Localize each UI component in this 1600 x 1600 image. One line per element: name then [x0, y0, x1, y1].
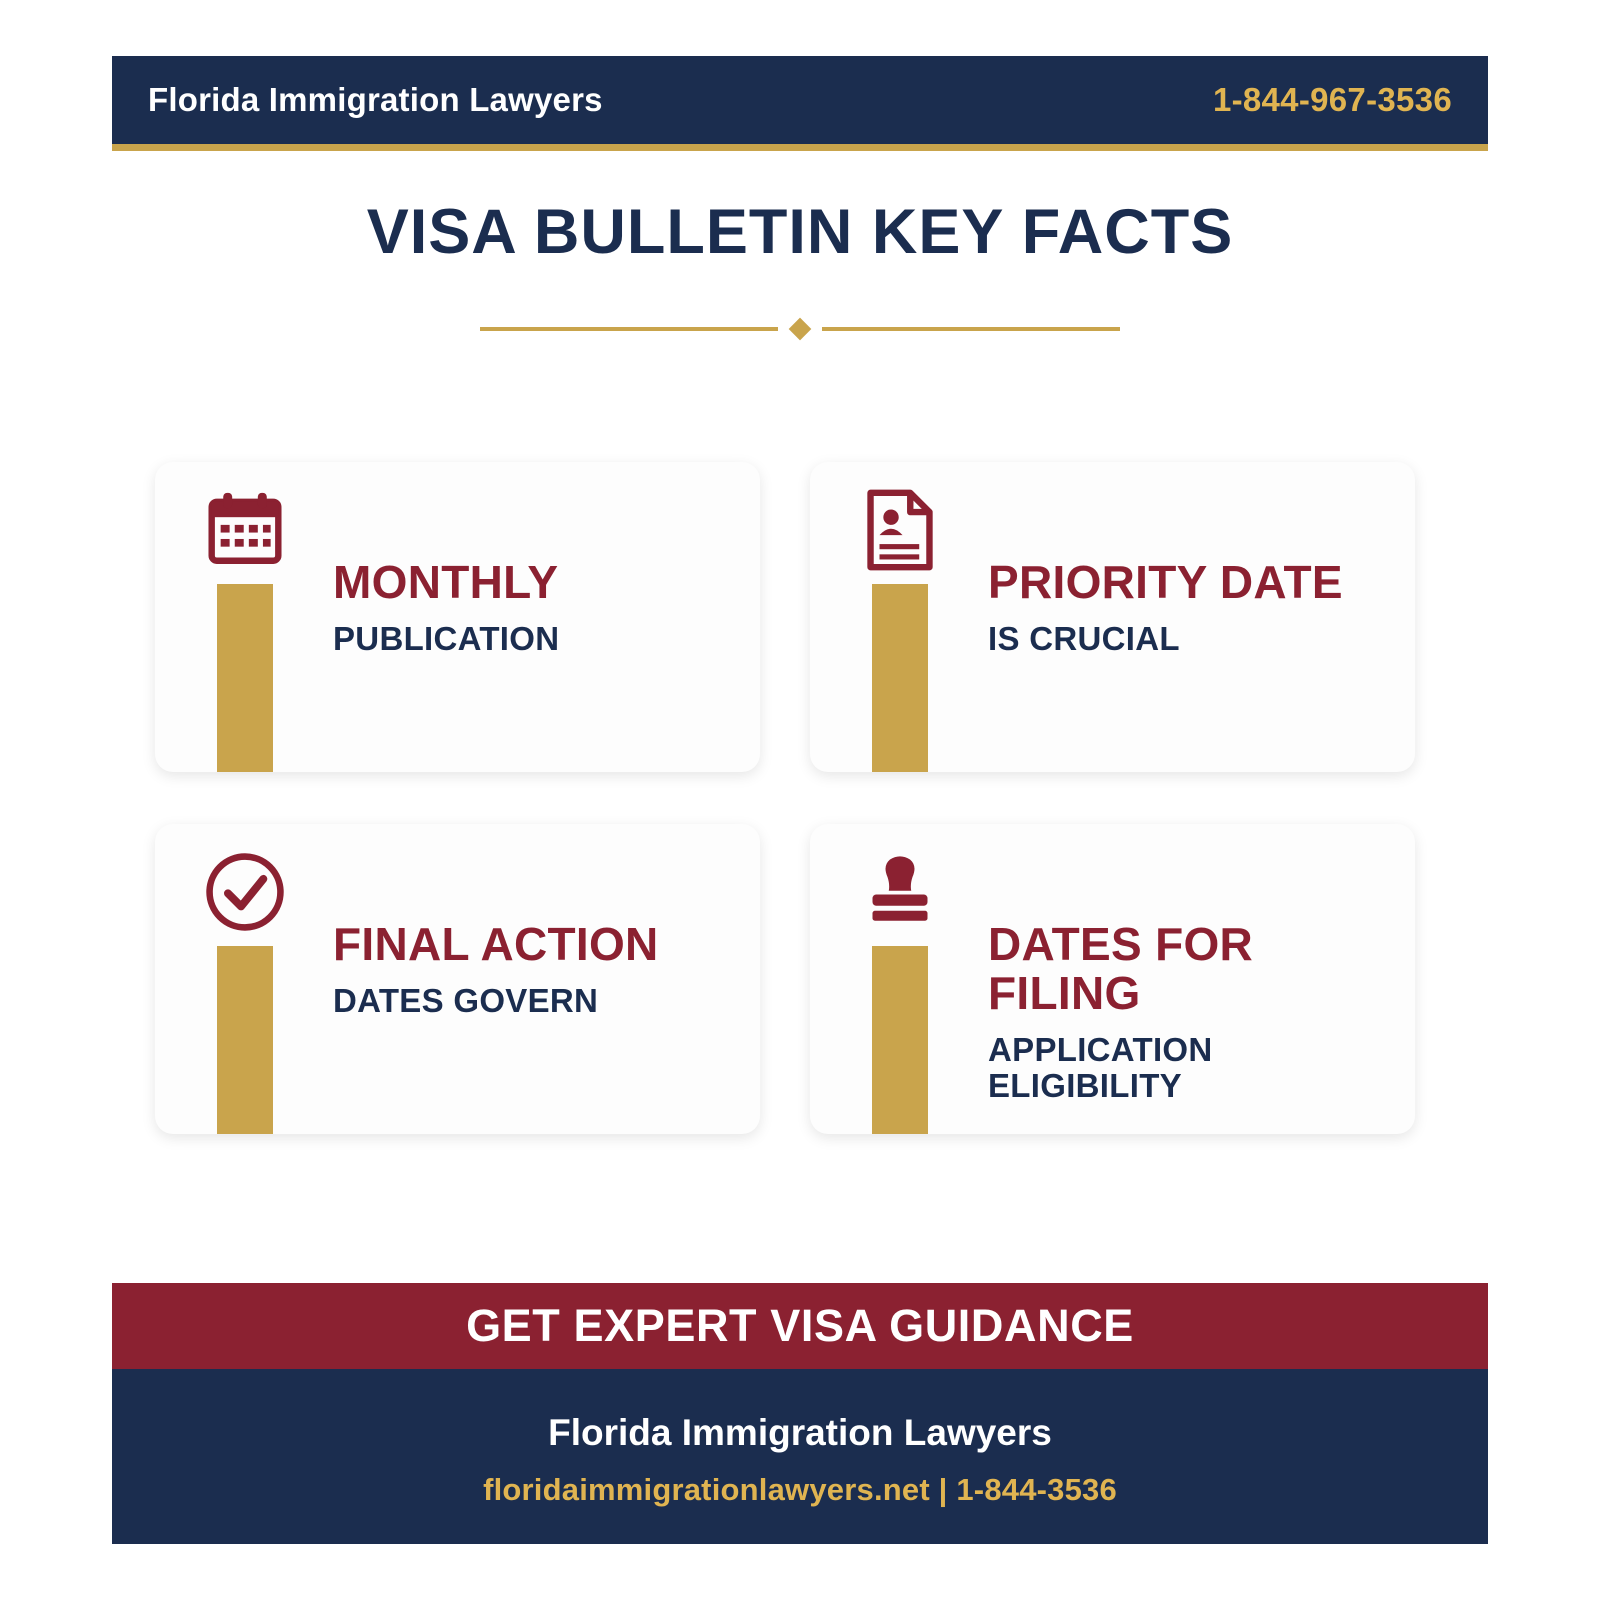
- card-subtitle: PUBLICATION: [333, 619, 560, 657]
- card-accent-bar: [872, 584, 928, 772]
- footer-brand: Florida Immigration Lawyers: [548, 1411, 1052, 1453]
- footer-contact[interactable]: floridaimmigrationlawyers.net | 1-844-3536: [483, 1471, 1117, 1507]
- card-text-block: [333, 558, 746, 657]
- page-title: VISA BULLETIN KEY FACTS: [366, 197, 1234, 267]
- header-underline: [112, 144, 1488, 151]
- cta-label: GET EXPERT VISA GUIDANCE: [466, 1300, 1134, 1351]
- fact-card: [810, 462, 1415, 772]
- fact-card: [155, 824, 760, 1134]
- document-person-icon: [854, 484, 946, 576]
- header-phone[interactable]: 1-844-967-3536: [1212, 81, 1452, 118]
- fact-card: [155, 462, 760, 772]
- card-accent-bar: [217, 584, 273, 772]
- calendar-icon: [199, 484, 291, 576]
- card-text-block: [988, 558, 1401, 657]
- fact-card: [810, 824, 1415, 1134]
- card-title: PRIORITY DATE: [988, 556, 1343, 608]
- stamp-icon: [854, 846, 946, 938]
- card-title: FINAL ACTION: [333, 918, 659, 970]
- header-bar: [112, 56, 1488, 144]
- card-title: MONTHLY: [333, 556, 559, 608]
- fact-cards-grid: [155, 462, 1415, 1134]
- card-subtitle: APPLICATION ELIGIBILITY: [988, 1030, 1213, 1104]
- card-text-block: [988, 920, 1401, 1104]
- card-subtitle: DATES GOVERN: [333, 981, 599, 1019]
- title-divider: [480, 318, 1120, 340]
- card-title: DATES FOR FILING: [988, 918, 1254, 1019]
- card-accent-bar: [217, 946, 273, 1134]
- card-text-block: [333, 920, 746, 1019]
- card-accent-bar: [872, 946, 928, 1134]
- card-subtitle: IS CRUCIAL: [988, 619, 1180, 657]
- divider-line-left: [480, 327, 778, 331]
- brand-name: Florida Immigration Lawyers: [148, 81, 603, 118]
- check-circle-icon: [199, 846, 291, 938]
- footer-bar: [112, 1369, 1488, 1544]
- divider-diamond-icon: [789, 318, 812, 341]
- divider-line-right: [822, 327, 1120, 331]
- cta-banner[interactable]: [112, 1283, 1488, 1369]
